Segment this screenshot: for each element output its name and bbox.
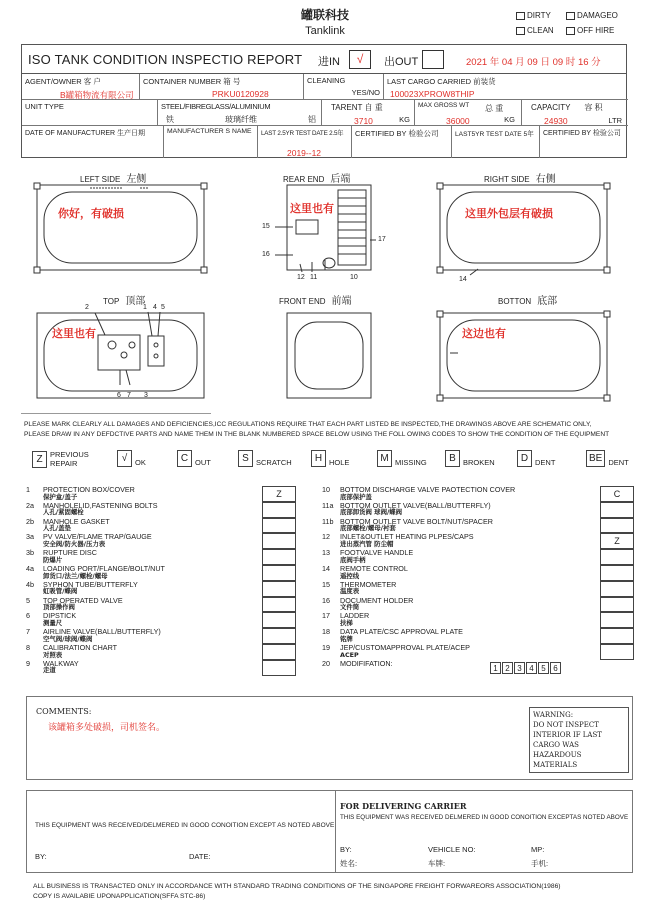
top-num-3: 3 [144,392,148,399]
in-mark-box[interactable]: √ [349,50,371,69]
phone-cn-label: 手机: [531,859,549,868]
receiver-date-label: DATE: [189,852,211,861]
flag-damaged[interactable]: DAMAGEO [566,11,618,20]
inspection-datetime: 2021 年 04 月 09 日 09 时 16 分 [466,57,601,68]
report-title: ISO TANK CONDITION INSPECTIO REPORT [28,52,303,67]
top-label: TOP 顶部 [103,296,146,307]
checklist-item [322,533,592,549]
item-number: 15 [322,579,330,589]
checklist-item [322,502,592,518]
plate-cn-label: 车牌: [428,859,446,868]
rear-num-15: 15 [262,223,270,230]
material-cell: STEEL/FIBREGLASS/ALUMINIUM 铁 玻璃纤维 铝 [158,100,322,126]
gross-cell: MAX GROSS WT 总 重 KG [415,100,522,126]
front-end-label: FRONT END 前端 [279,296,352,307]
condition-box[interactable] [600,628,634,644]
code-d: D DENT [517,450,555,467]
condition-box[interactable] [262,549,296,565]
checklist-item [322,565,592,581]
condition-box[interactable] [600,549,634,565]
gross-value: 36000 [446,116,470,126]
damaged-checkbox[interactable] [566,12,575,20]
checklist-item [322,660,592,676]
rear-num-17: 17 [378,236,386,243]
item-number: 1 [26,485,30,494]
item-number: 2b [26,516,34,526]
unit-type-cell: UNIT TYPE [22,100,158,126]
vehicle-label: VEHICLE NO: [428,845,476,854]
checklist-item [322,644,592,660]
carrier-text: THIS EQUIPMENT WAS RECEIVED DELMERED IN GOOD CONOITION EXCEPTAS NOTED ABOVE [340,814,629,821]
item-number: 4b [26,579,34,589]
item-number: 13 [322,548,330,558]
out-label: 出OUT [384,56,419,68]
item-label: BOTTOM DISCHARGE VALVE PAOTECTION COVER 底部保护盖 [340,485,516,501]
divider [21,413,211,414]
right-num-14: 14 [459,276,467,283]
condition-box[interactable] [262,612,296,628]
company-name-cn: 罐联科技 [300,8,349,22]
receiver-by-label: BY: [35,852,47,861]
item-label: DATA PLATE/CSC APPROVAL PLATE 铭牌 [340,627,463,643]
checklist-item [26,533,256,549]
item-number: 3b [26,548,34,558]
top-note: 这里也有 [52,328,96,340]
capacity-cell: CAPACITY 容 积 LTR [522,100,628,126]
condition-box[interactable] [600,581,634,597]
rear-end-label: REAR END 后端 [283,174,351,185]
footer-line-1: ALL BUSINESS IS TRANSACTED ONLY IN ACCORDANCE WITH STANDARD TRADING CONDITIONS OF THE SINGAPORE FREIGHT FORWAREORS ASSOCIATION(1986) [33,883,561,890]
out-mark-box[interactable] [422,50,444,69]
carrier-box [336,790,633,873]
test25-cell: LAST 2.5YR TEST DATE 2.5年 [258,126,352,158]
condition-box[interactable] [262,644,296,660]
company-name-en: Tanklink [305,25,345,37]
mod-box[interactable]: 2 [502,662,513,674]
condition-box[interactable] [262,502,296,518]
mfr-name-cell: MANUFACTURER S NAME [164,126,258,158]
item-label: MANHOLE GASKET 人孔/盖垫 [43,516,110,533]
cert1-cell: CERTIFIED BY 检验公司 [352,126,452,158]
item-label: JEP/CUSTOMAPPROVAL PLATE/ACEP ACEP [340,643,470,659]
item-label: CALIBRATION CHART 对照表 [43,643,118,659]
agent-value: B罐箱物流有限公司 [60,90,134,100]
checklist-item [322,581,592,597]
mod-box[interactable]: 4 [526,662,537,674]
item-number: 5 [26,595,30,605]
item-number: 9 [26,658,30,668]
checklist-item [322,549,592,565]
flag-clean[interactable]: CLEAN [516,26,554,35]
notice-line-1: PLEASE MARK CLEARLY ALL DAMAGES AND DEFICIENCIES,ICC REGULATIONS REQUIRE THAT EACH PART LISTED BE INSPECTED,THE DRAWINGS ABOVE ARE SCHEMATIC ONLY, [24,421,592,428]
bottom-note: 这边也有 [462,328,506,340]
item-label: MODIFIFATION: [340,658,393,668]
item-number: 3a [26,532,34,542]
checklist-item [322,486,592,502]
item-label: LADDER 扶梯 [340,611,370,627]
dirty-checkbox[interactable] [516,12,525,20]
condition-box[interactable] [600,502,634,518]
item-label: DIPSTICK 测量尺 [43,611,77,627]
item-label: FOOTVALVE HANDLE 底阀手柄 [340,548,414,564]
condition-box[interactable] [262,533,296,549]
checklist-item [322,628,592,644]
checklist-item [322,597,592,613]
right-side-note: 这里外包层有破损 [465,208,553,220]
cert2-cell: CERTIFIED BY 检验公司 [543,130,621,137]
condition-box[interactable] [600,518,634,534]
item-number: 8 [26,643,30,652]
condition-box[interactable] [600,644,634,660]
code-h: H HOLE [311,450,349,467]
comments-box[interactable] [26,696,633,780]
top-num-6: 6 [117,392,121,399]
code-be: BE DENT [586,450,629,467]
item-label: THERMOMETER 温度表 [340,579,397,596]
container-value: PRKU0120928 [212,89,269,99]
condition-box[interactable] [262,597,296,613]
right-side-drawing [437,183,610,275]
item-number: 19 [322,643,330,652]
item-number: 18 [322,627,330,637]
checklist-item [26,612,256,628]
cleaning-cell: CLEANING YES/NO [304,74,384,100]
last-cargo-value: 100023XPROW8THIP [390,89,475,99]
carrier-title: FOR DELIVERING CARRIER [340,801,467,811]
item-number: 7 [26,627,30,637]
carrier-by-label: BY: [340,845,352,854]
rear-end-drawing [275,185,376,272]
title-bar [21,44,627,74]
condition-box[interactable] [262,581,296,597]
checklist-item [26,486,256,502]
bottom-label: BOTTON 底部 [498,296,558,307]
checklist-item [322,612,592,628]
code-ok: √ OK [117,450,146,467]
checklist-item [26,565,256,581]
item-label: BOTTOM OUTLET VALVE(BALL/BUTTERFLY) 底部卸货阀 球阀/蝶阀 [340,500,491,517]
rear-num-16: 16 [262,251,270,258]
item-label: WALKWAY 走道 [43,658,79,675]
top-num-7: 7 [127,392,131,399]
rear-num-11: 11 [310,274,318,281]
info-grid [21,74,627,158]
item-label: BOTTOM OUTLET VALVE BOLT/NUT/SPACER 底部螺栓/螺母/衬套 [340,516,493,533]
item-number: 6 [26,611,30,621]
condition-box[interactable] [262,518,296,534]
item-label: PROTECTION BOX/COVER 保护盒/盖子 [43,485,135,501]
top-num-5: 5 [161,304,165,311]
rear-num-10: 10 [350,274,358,281]
item-number: 4a [26,564,34,573]
condition-box[interactable] [600,565,634,581]
mod-box[interactable]: 1 [490,662,501,674]
mp-label: MP: [531,845,545,854]
checklist-item [322,518,592,534]
top-num-2: 2 [85,304,89,311]
checklist-item [26,644,256,660]
material-steel: 铁 [166,115,174,124]
condition-box[interactable] [600,612,634,628]
agent-cell: AGENT/OWNER 客 户 [22,74,140,100]
last-cargo-cell: LAST CARGO CARRIED 前装货 [384,74,628,100]
item-number: 2a [26,500,34,510]
item-number: 11b [322,516,334,526]
checklist-item [26,502,256,518]
in-label: 进IN [318,56,340,68]
condition-box[interactable] [262,565,296,581]
comments-text: 该罐箱多处破损，司机签名。 [48,722,166,732]
clean-checkbox[interactable] [516,27,525,35]
top-num-1: 1 [143,304,147,311]
checklist-item [26,518,256,534]
item-label: PV VALVE/FLAME TRAP/GAUGE 安全阀/防火器/压力表 [43,532,152,548]
checklist-item [26,549,256,565]
item-number: 17 [322,611,330,621]
left-side-drawing [34,183,207,273]
condition-box[interactable]: C [600,486,634,502]
item-number: 11a [322,500,334,510]
material-aluminium: 铝 [308,115,316,124]
test25-value: 2019--12 [287,148,322,158]
date-mfr-cell: DATE OF MANUFACTURER 生产日期 [22,126,164,158]
rear-num-12: 12 [297,274,305,281]
rear-end-note: 这里也有 [290,203,334,215]
name-cn-label: 姓名: [340,859,358,868]
condition-box[interactable] [262,628,296,644]
mod-box[interactable]: 6 [550,662,561,674]
tare-cell: TARENT 自 重 KG [322,100,415,126]
receiver-box [26,790,336,873]
right-side-label: RIGHT SIDE 右侧 [484,174,556,185]
condition-box[interactable]: Z [262,486,296,502]
item-label: MANHOLELID,FASTENING BOLTS 人孔/紧固螺栓 [43,500,158,517]
item-label: SYPHON TUBE/BUTTERFLY 虹吸管/蝶阀 [43,579,138,596]
capacity-value: 24930 [544,116,568,126]
top-num-4: 4 [153,304,157,311]
checklist-item [26,581,256,597]
item-label: RUPTURE DISC 防爆片 [43,548,97,564]
item-label: INLET&OUTLET HEATING PLPES/CAPS 进出蒸汽管 防尘帽 [340,532,474,548]
left-side-label: LEFT SIDE 左侧 [80,174,147,185]
tare-value: 3710 [354,116,373,126]
code-c: C OUT [177,450,211,467]
left-side-note: 你好，有破损 [58,208,124,220]
mod-box[interactable]: 3 [514,662,525,674]
condition-box[interactable] [600,597,634,613]
code-s: S SCRATCH [238,450,292,467]
footer-line-2: COPY IS AVAILABIE UPONAPPLICATION(SFFA STC-86) [33,893,206,900]
off-hire-checkbox[interactable] [566,27,575,35]
notice-line-2: PLEASE DRAW IN ANY DEFDCTIVE PARTS AND NAME THEM IN THE BLANK NUMBERED SPACE BELOW USING THE FOLL OWING CODES TO SHOW THE CONDITION OF THE EQUIPMENT [24,431,610,438]
test5-cell: LAST5YR TEST DATE 5年 [452,126,540,158]
item-label: REMOTE CONTROL 遥控线 [340,564,408,580]
item-number: 14 [322,564,330,573]
item-label: DOCUMENT HOLDER 文件筒 [340,595,414,612]
code-m: M MISSING [377,450,427,467]
item-number: 12 [322,532,330,542]
code-z: Z PREVIOUS REPAIR [32,450,96,468]
item-number: 10 [322,485,330,494]
comments-label: COMMENTS: [36,707,92,716]
container-cell: CONTAINER NUMBER 箱 号 [140,74,304,100]
item-label: AIRLINE VALVE(BALL/BUTTERFLY) 空气阀/球阀/蝶阀 [43,627,161,643]
front-end-drawing [287,313,371,398]
item-number: 16 [322,595,330,605]
flag-dirty[interactable]: DIRTY [516,11,551,20]
warning-box: WARNING: DO NOT INSPECT INTERIOR IF LAST CARGO WAS HAZARDOUS MATERIALS [529,707,629,773]
receiver-text: THIS EQUIPMENT WAS RECEIVED/DELMERED IN GOOD CONOITION EXCEPT AS NOTED ABOVE [35,822,335,829]
item-number: 20 [322,658,330,668]
item-label: LOADING PORT/FLANGE/BOLT/NUT 卸货口/法兰/螺栓/螺母 [43,564,165,580]
code-b: B BROKEN [445,450,495,467]
condition-box[interactable] [262,660,296,676]
checklist-item [26,597,256,613]
mod-box[interactable]: 5 [538,662,549,674]
checklist-item [26,660,256,676]
material-fibreglass: 玻璃纤维 [225,115,257,124]
condition-box[interactable]: Z [600,533,634,549]
checklist-item [26,628,256,644]
item-label: TOP OPERATED VALVE 顶部操作阀 [43,595,123,612]
flag-off-hire[interactable]: OFF HIRE [566,26,614,35]
